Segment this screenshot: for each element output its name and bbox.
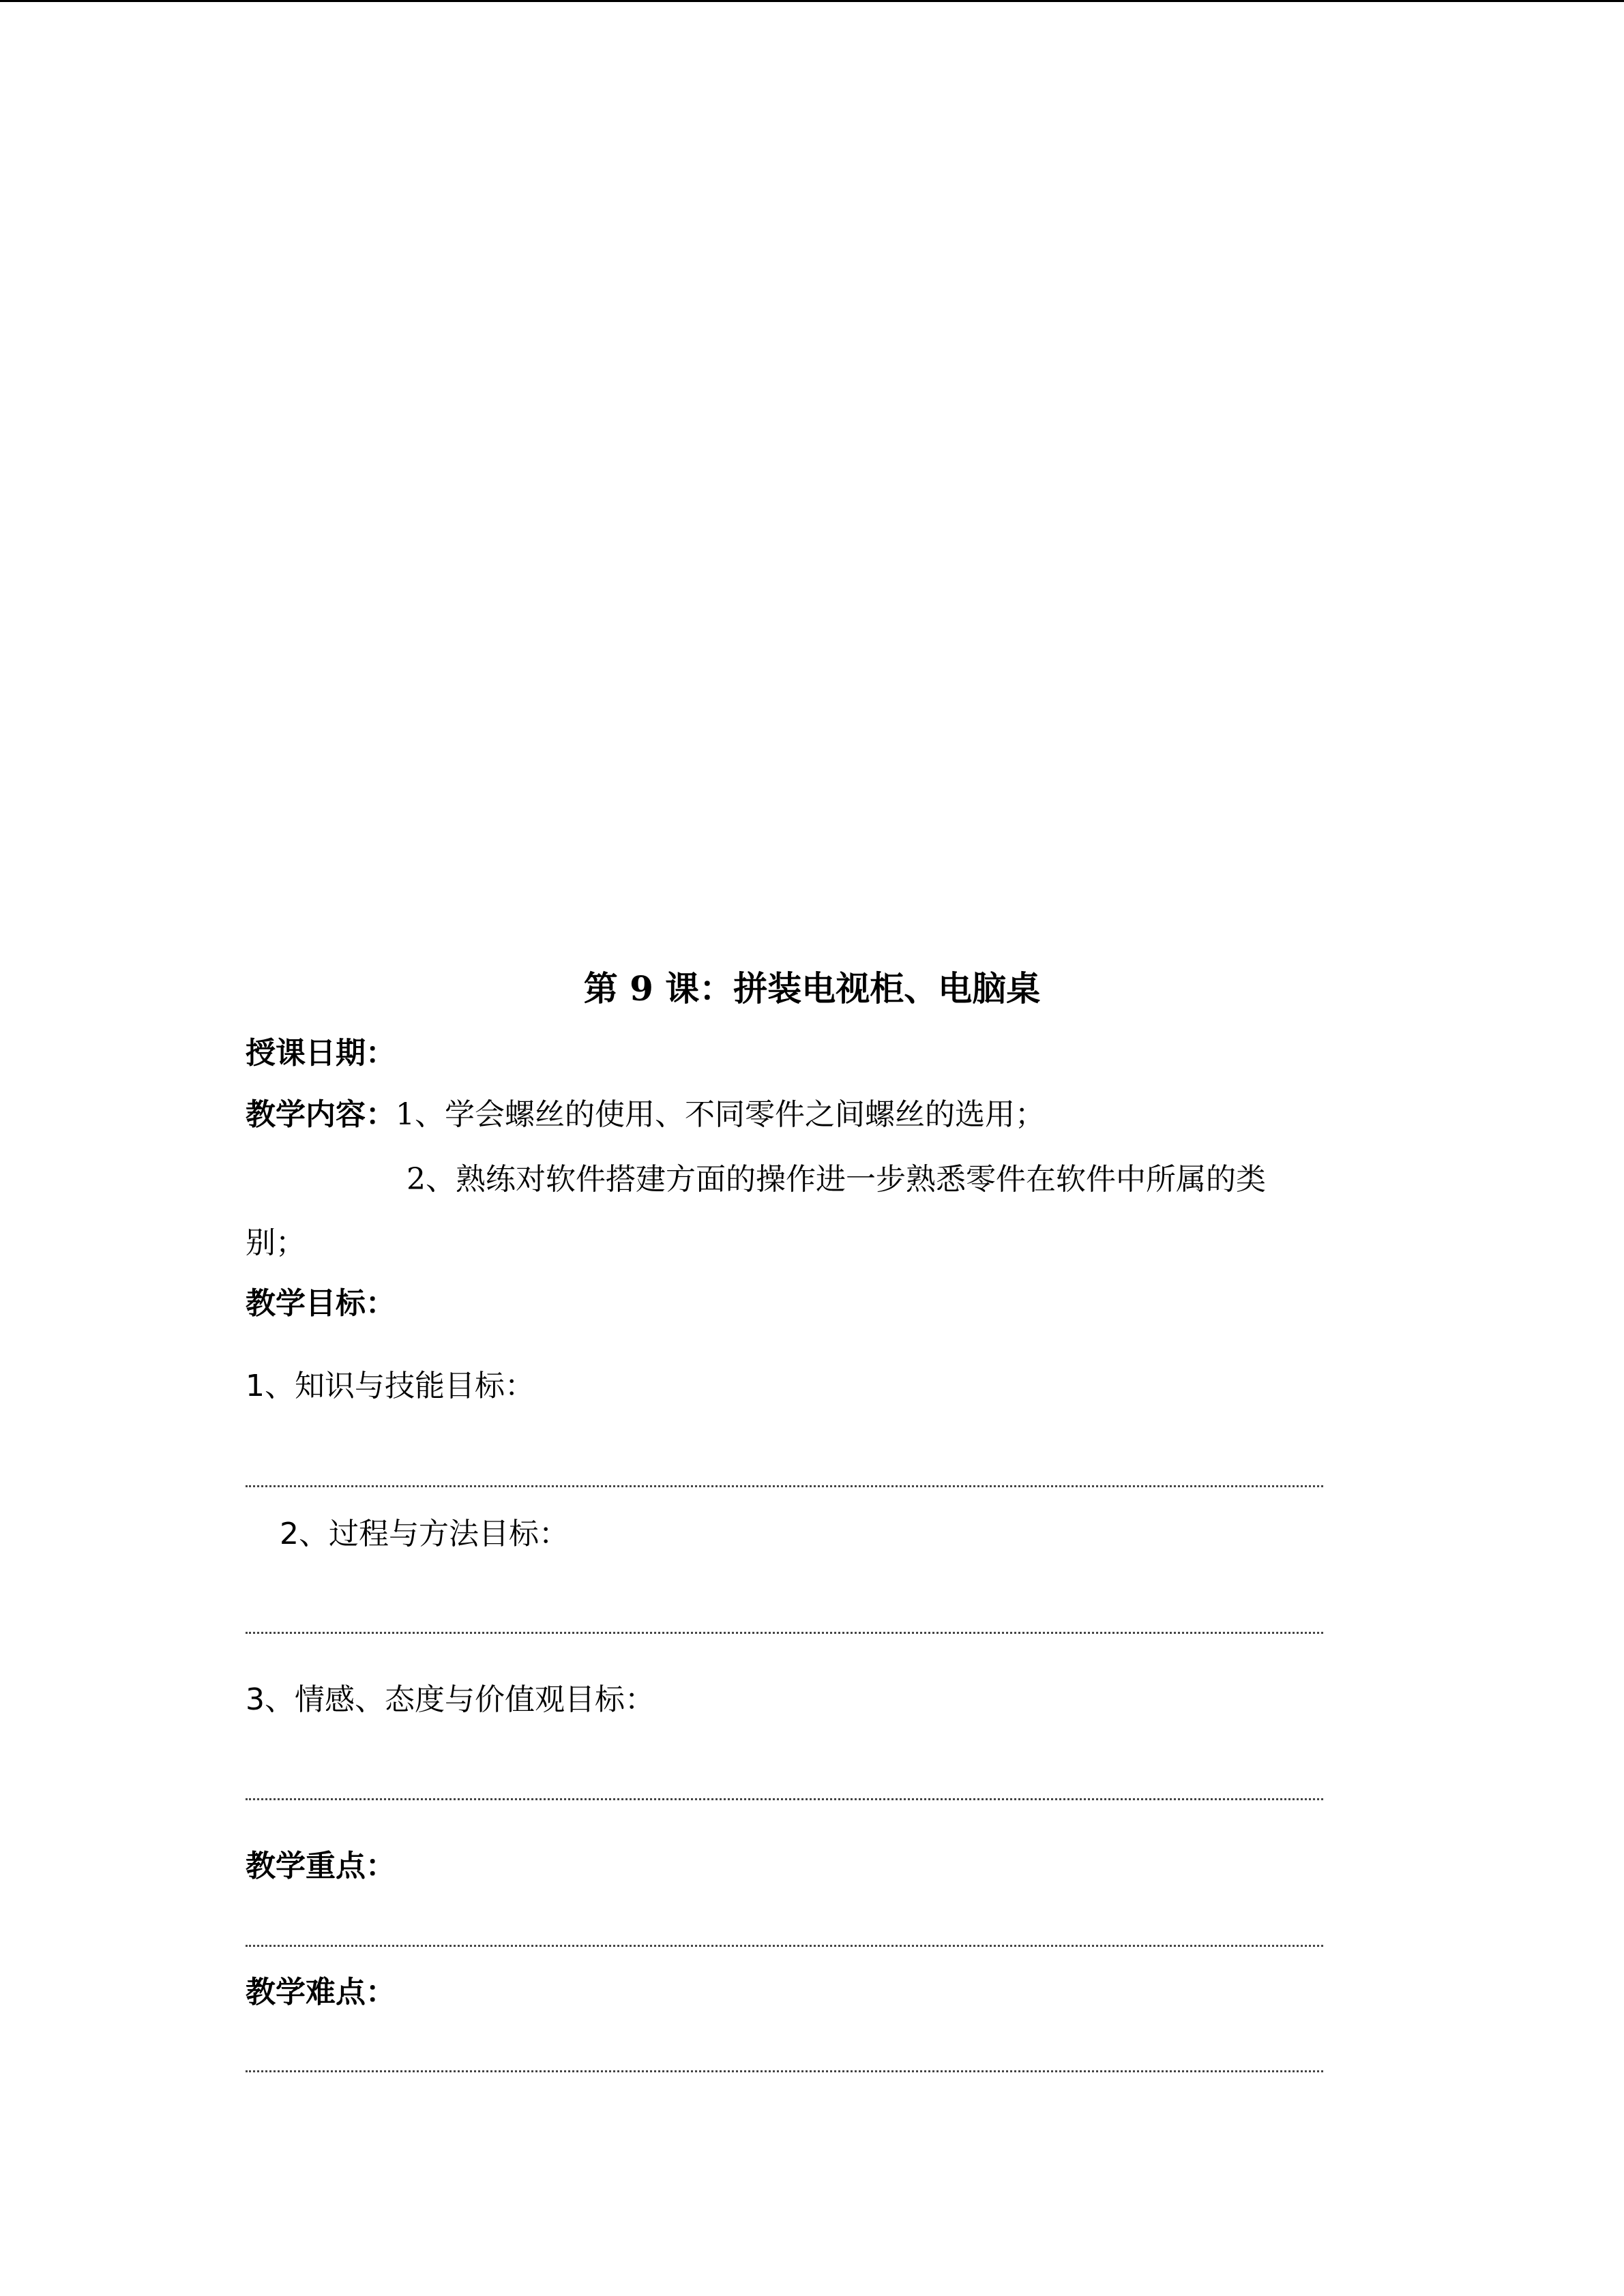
- content-item-2-line1: 2、熟练对软件搭建方面的操作进一步熟悉零件在软件中所属的类: [407, 1162, 1266, 1197]
- key-points-label: 教学重点：: [246, 1849, 396, 1883]
- content-item-2-line2: 别；: [246, 1225, 306, 1260]
- content-row-1: [246, 1091, 1045, 1139]
- objective-2: 2、过程与方法目标：: [280, 1517, 569, 1551]
- content-item-1: 1、学会螺丝的使用、不同零件之间螺丝的选用；: [396, 1097, 1045, 1132]
- difficulties-label: 教学难点：: [246, 1975, 396, 2010]
- difficulties-answer-line: [246, 2070, 1323, 2072]
- objective-1: 1、知识与技能目标：: [246, 1369, 535, 1403]
- key-points-answer-line: [246, 1945, 1323, 1947]
- objectives-label: 教学目标：: [246, 1286, 396, 1321]
- date-label: 授课日期：: [246, 1036, 396, 1071]
- content-label: 教学内容：: [246, 1097, 396, 1132]
- objective-3: 3、情感、态度与价值观目标：: [246, 1682, 655, 1717]
- page-title: 第 9 课：拼装电视柜、电脑桌: [583, 968, 1041, 1009]
- objective-3-answer-line: [246, 1798, 1323, 1800]
- objective-2-answer-line: [246, 1632, 1323, 1634]
- objective-1-answer-line: [246, 1485, 1323, 1487]
